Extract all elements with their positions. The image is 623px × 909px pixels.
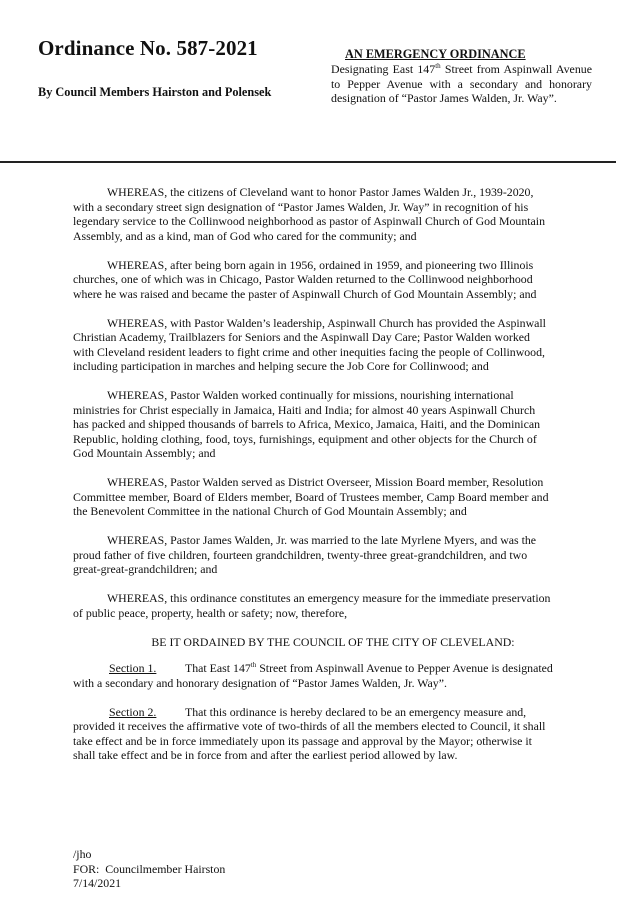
whereas-clause: WHEREAS, this ordinance constitutes an emergency measure for the immediate preservation of public peace, property, health or safety; now, therefore,	[73, 591, 551, 620]
section-1-label: Section 1.	[109, 661, 157, 676]
section-1-label-wrap	[109, 661, 185, 676]
ordinance-title: Ordinance No. 587-2021	[38, 36, 258, 60]
ordained-heading: BE IT ORDAINED BY THE COUNCIL OF THE CITY OF CLEVELAND:	[151, 634, 515, 649]
header-divider	[0, 161, 616, 163]
section-2-label: Section 2.	[109, 704, 157, 719]
for-line: FOR: Councilmember Hairston	[73, 861, 226, 876]
footer-date: 7/14/2021	[73, 876, 122, 891]
whereas-clause: WHEREAS, the citizens of Cleveland want to honor Pastor James Walden Jr., 1939-2020, with a secondary street sign designation of “Pastor James Walden, Jr. Way” in recognition of his legendary service to the Collinwood neighborhood as pastor of Aspinwall Church of God Mountain Assembly, and as a kind, man of God who cared for the community; and	[73, 185, 546, 243]
whereas-clause: WHEREAS, Pastor Walden served as District Overseer, Mission Board member, Resolution Committee member, Board of Elders member, Board of Trustees member, Camp Board member and the Benevolent Committee in the national Church of God Mountain Assembly; and	[73, 475, 549, 519]
section-2-label-wrap	[109, 705, 185, 720]
section-1-text-pre: That East 147	[185, 661, 251, 676]
description-superscript: th	[435, 62, 441, 71]
emergency-label: AN EMERGENCY ORDINANCE	[345, 47, 526, 61]
section-1	[73, 661, 553, 690]
whereas-clause: WHEREAS, Pastor Walden worked continually for missions, nourishing international ministries for Christ especially in Jamaica, Haiti and India; for almost 40 years Aspinwall Church has packed and shipped thousands of barrels to Africa, Mexico, Jamaica, Haiti, and the Dominican Republic, holding clothing, food, toys, furnishings, equipment and other objects for the Church of God Mountain Assembly; and	[73, 388, 541, 461]
whereas-clause: WHEREAS, with Pastor Walden’s leadership, Aspinwall Church has provided the Aspinwall Christian Academy, Trailblazers for Seniors and the Aspinwall Day Care; Pastor Walden worked with Cleveland resident leaders to fight crime and other inequities facing the people of Collinwood, including participation in marches and helping secure the Job Core for Collinwood; and	[73, 315, 546, 374]
whereas-clause: WHEREAS, after being born again in 1956, ordained in 1959, and pioneering two Illinois churches, one of which was in Chicago, Pastor Walden returned to the Collinwood neighborhood where he was raised and became the paster of Aspinwall Church of God Mountain Assembly; and	[73, 257, 537, 301]
section-2	[73, 705, 553, 763]
sponsors-line: By Council Members Hairston and Polensek	[38, 85, 272, 99]
section-2-text: That this ordinance is hereby declared to be an emergency measure and, provided it receives the affirmative vote of two-thirds of all the members elected to Council, it shall take effect and be in force immediately upon its passage and approval by the Mayor; otherwise it shall take effect and be in force from and after the earliest period allowed by law.	[73, 704, 546, 763]
footer-block	[73, 847, 225, 891]
ordinance-body	[73, 185, 553, 777]
drafter-initials: /jho	[73, 847, 92, 861]
whereas-clause: WHEREAS, Pastor James Walden, Jr. was married to the late Myrlene Myers, and was the proud father of five children, fourteen grandchildren, twenty-three great-grandchildren, and two great-great-grandchildren; and	[73, 533, 537, 577]
section-1-text-post: Street from Aspinwall Avenue to Pepper Avenue is designated with a secondary and honorary designation of “Pastor James Walden, Jr. Way”.	[73, 661, 553, 690]
ordinance-description	[331, 62, 592, 106]
section-1-superscript: th	[250, 661, 257, 670]
description-post: Street from Aspinwall Avenue to Pepper Avenue with a secondary and honorary designation of “Pastor James Walden, Jr. Way”.	[331, 62, 593, 105]
description-pre: Designating East 147	[331, 62, 436, 76]
